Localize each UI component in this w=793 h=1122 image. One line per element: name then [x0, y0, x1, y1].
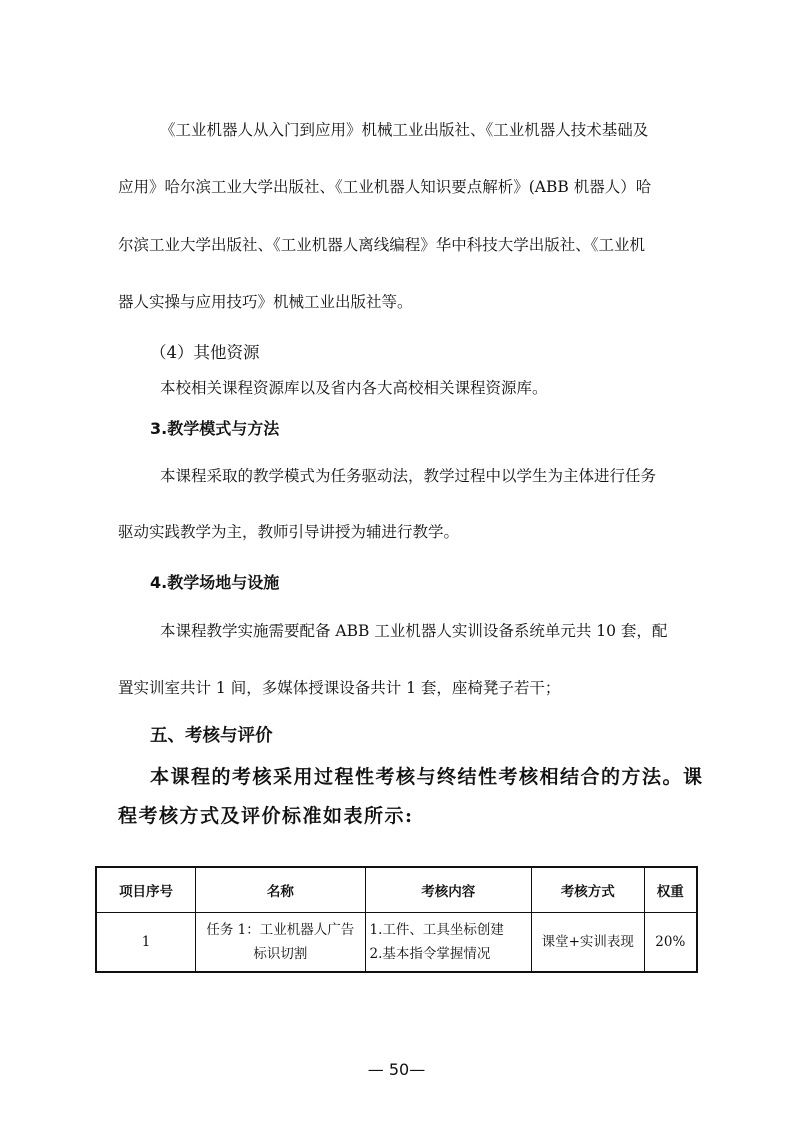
book-list-line-3: 尔滨工业大学出版社、《工业机器人离线编程》华中科技大学出版社、《工业机	[118, 236, 646, 254]
cell-content-line-1: 1.工件、工具坐标创建	[369, 922, 504, 938]
teaching-mode-line-1: 本课程采取的教学模式为任务驱动法，教学过程中以学生为主体进行任务	[160, 467, 657, 485]
header-item-no: 项目序号	[96, 867, 196, 913]
other-resources-text: 本校相关课程资源库以及省内各大高校相关课程资源库。	[160, 379, 548, 397]
table-row	[96, 913, 697, 973]
cell-weight: 20%	[644, 913, 697, 973]
header-method: 考核方式	[531, 867, 644, 913]
header-weight: 权重	[644, 867, 697, 913]
cell-name-line-2: 标识切割	[253, 946, 308, 962]
venue-line-1: 本课程教学实施需要配备 ABB 工业机器人实训设备系统单元共 10 套，配	[160, 622, 668, 640]
teaching-mode-heading: 3.教学模式与方法	[150, 419, 280, 438]
table-header-row	[96, 867, 697, 913]
book-list-line-1: 《工业机器人从入门到应用》机械工业出版社、《工业机器人技术基础及	[160, 121, 649, 139]
book-list-line-2: 应用》哈尔滨工业大学出版社、《工业机器人知识要点解析》(ABB 机器人）哈	[118, 178, 652, 196]
venue-heading: 4.教学场地与设施	[150, 573, 280, 592]
evaluation-line-2: 程考核方式及评价标准如表所示:	[118, 805, 414, 827]
header-content: 考核内容	[365, 867, 531, 913]
page-number: — 50—	[367, 1060, 426, 1079]
teaching-mode-line-2: 驱动实践教学为主，教师引导讲授为辅进行教学。	[118, 523, 460, 541]
cell-item-no: 1	[96, 913, 196, 973]
header-name: 名称	[196, 867, 365, 913]
assessment-table	[95, 866, 698, 973]
cell-name-line-1: 任务 1：工业机器人广告	[206, 922, 355, 938]
cell-content	[365, 913, 531, 973]
book-list-line-4: 器人实操与应用技巧》机械工业出版社等。	[118, 293, 413, 311]
cell-method: 课堂+实训表现	[531, 913, 644, 973]
venue-line-2: 置实训室共计 1 间，多媒体授课设备共计 1 套，座椅凳子若干；	[118, 679, 561, 697]
cell-content-line-2: 2.基本指令掌握情况	[369, 946, 491, 962]
other-resources-heading: （4）其他资源	[150, 343, 260, 362]
evaluation-line-1: 本课程的考核采用过程性考核与终结性考核相结合的方法。课	[150, 766, 704, 788]
evaluation-heading: 五、考核与评价	[150, 726, 273, 746]
cell-name	[196, 913, 365, 973]
